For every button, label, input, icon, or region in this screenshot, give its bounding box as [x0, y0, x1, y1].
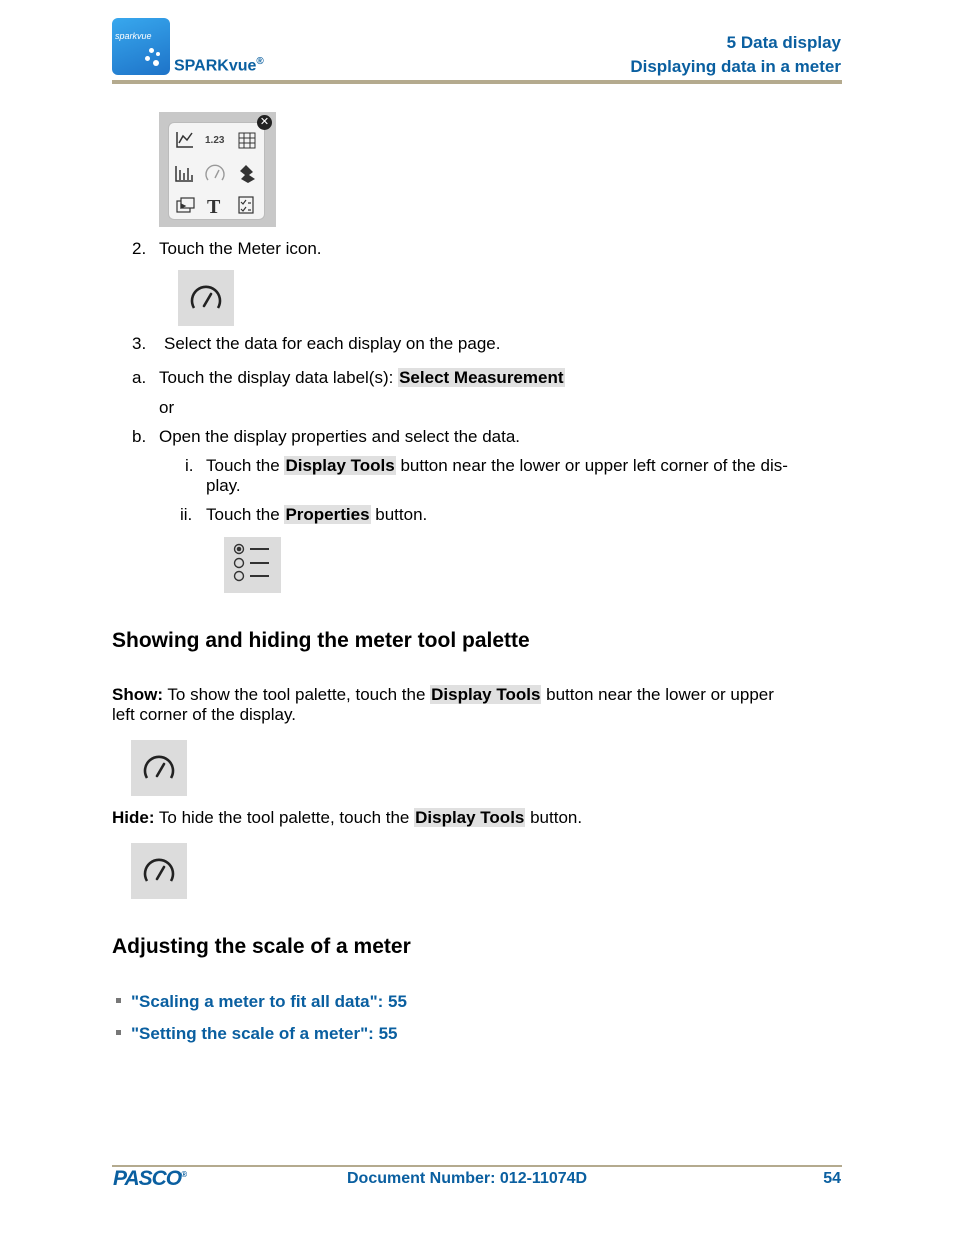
section-title: Displaying data in a meter — [630, 57, 841, 76]
step-i-text: Touch the — [206, 456, 285, 475]
chapter-title: 5 Data display — [726, 33, 841, 52]
header-rule — [112, 80, 842, 84]
display-tools-button-image — [131, 740, 187, 796]
step-2-number: 2. — [132, 239, 147, 258]
step-ii-line — [206, 505, 427, 525]
section-heading-scale: Adjusting the scale of a meter — [112, 935, 411, 958]
display-tools-label: Display Tools — [285, 456, 395, 475]
text-icon: T — [207, 196, 221, 218]
step-i-line-2: play. — [206, 476, 241, 495]
hide-text-post: button. — [525, 808, 583, 827]
bullet-icon — [116, 998, 121, 1003]
palette-panel — [168, 122, 265, 220]
step-2-text: Touch the Meter icon. — [159, 239, 322, 258]
sparkvue-logo — [112, 18, 170, 75]
movie-icon — [177, 198, 194, 212]
logo-dot — [149, 48, 154, 53]
select-measurement-label: Select Measurement — [399, 368, 564, 387]
or-text: or — [159, 398, 175, 417]
page-number: 54 — [823, 1170, 841, 1187]
show-text: To show the tool palette, touch the — [163, 685, 431, 704]
step-i-line — [206, 456, 788, 476]
link-setting-scale[interactable]: "Setting the scale of a meter": 55 — [131, 1024, 398, 1043]
display-palette-image — [159, 112, 276, 227]
document-number: Document Number: 012-11074D — [347, 1170, 588, 1187]
step-i-text-post: button near the lower or upper left corner of the dis- — [395, 456, 788, 475]
hide-text: To hide the tool palette, touch the — [154, 808, 415, 827]
logo-dot — [153, 60, 159, 66]
step-3-number: 3. — [132, 334, 147, 353]
meter-icon — [206, 165, 224, 180]
meter-icon — [131, 740, 187, 796]
bar-graph-icon — [176, 166, 193, 181]
list-item — [116, 1024, 397, 1044]
meter-icon — [178, 270, 234, 326]
display-tools-label: Display Tools — [431, 685, 541, 704]
step-a-line — [159, 368, 565, 388]
map-icon — [240, 165, 255, 183]
step-b-label: b. — [132, 427, 147, 446]
properties-label: Properties — [285, 505, 370, 524]
quiz-icon — [239, 197, 253, 213]
hide-label: Hide: — [112, 808, 155, 827]
digits-icon: 1.23 — [205, 135, 225, 146]
brand-name: SPARKvue® — [174, 56, 264, 75]
logo-dot — [145, 56, 150, 61]
step-3-text: Select the data for each display on the page. — [164, 334, 501, 353]
table-icon — [239, 133, 255, 148]
display-tools-button-image — [131, 843, 187, 899]
section-heading-palette: Showing and hiding the meter tool palette — [112, 629, 530, 652]
pasco-logo: PASCO® — [113, 1167, 187, 1190]
logo-text: sparkvue — [115, 31, 152, 41]
properties-icon — [224, 537, 281, 593]
link-scaling-meter[interactable]: "Scaling a meter to fit all data": 55 — [131, 992, 407, 1011]
show-line-2: left corner of the display. — [112, 705, 296, 724]
step-ii-label: ii. — [180, 505, 193, 524]
step-ii-text-post: button. — [370, 505, 428, 524]
close-icon[interactable]: ✕ — [257, 115, 272, 130]
display-tools-label: Display Tools — [415, 808, 525, 827]
logo-dot — [156, 52, 160, 56]
show-line — [112, 685, 774, 705]
palette-icons — [169, 123, 264, 219]
step-ii-text: Touch the — [206, 505, 285, 524]
footer-rule — [112, 1165, 842, 1167]
step-a-label: a. — [132, 368, 147, 387]
meter-button-image — [178, 270, 234, 326]
meter-icon — [131, 843, 187, 899]
step-b-text: Open the display properties and select the data. — [159, 427, 521, 446]
show-text-post: button near the lower or upper — [541, 685, 774, 704]
hide-line — [112, 808, 582, 828]
step-i-label: i. — [185, 456, 194, 475]
bullet-icon — [116, 1030, 121, 1035]
show-label: Show: — [112, 685, 163, 704]
list-item — [116, 992, 407, 1012]
properties-button-image — [224, 537, 281, 593]
step-a-text: Touch the display data label(s): — [159, 368, 399, 387]
graph-icon — [177, 132, 193, 147]
